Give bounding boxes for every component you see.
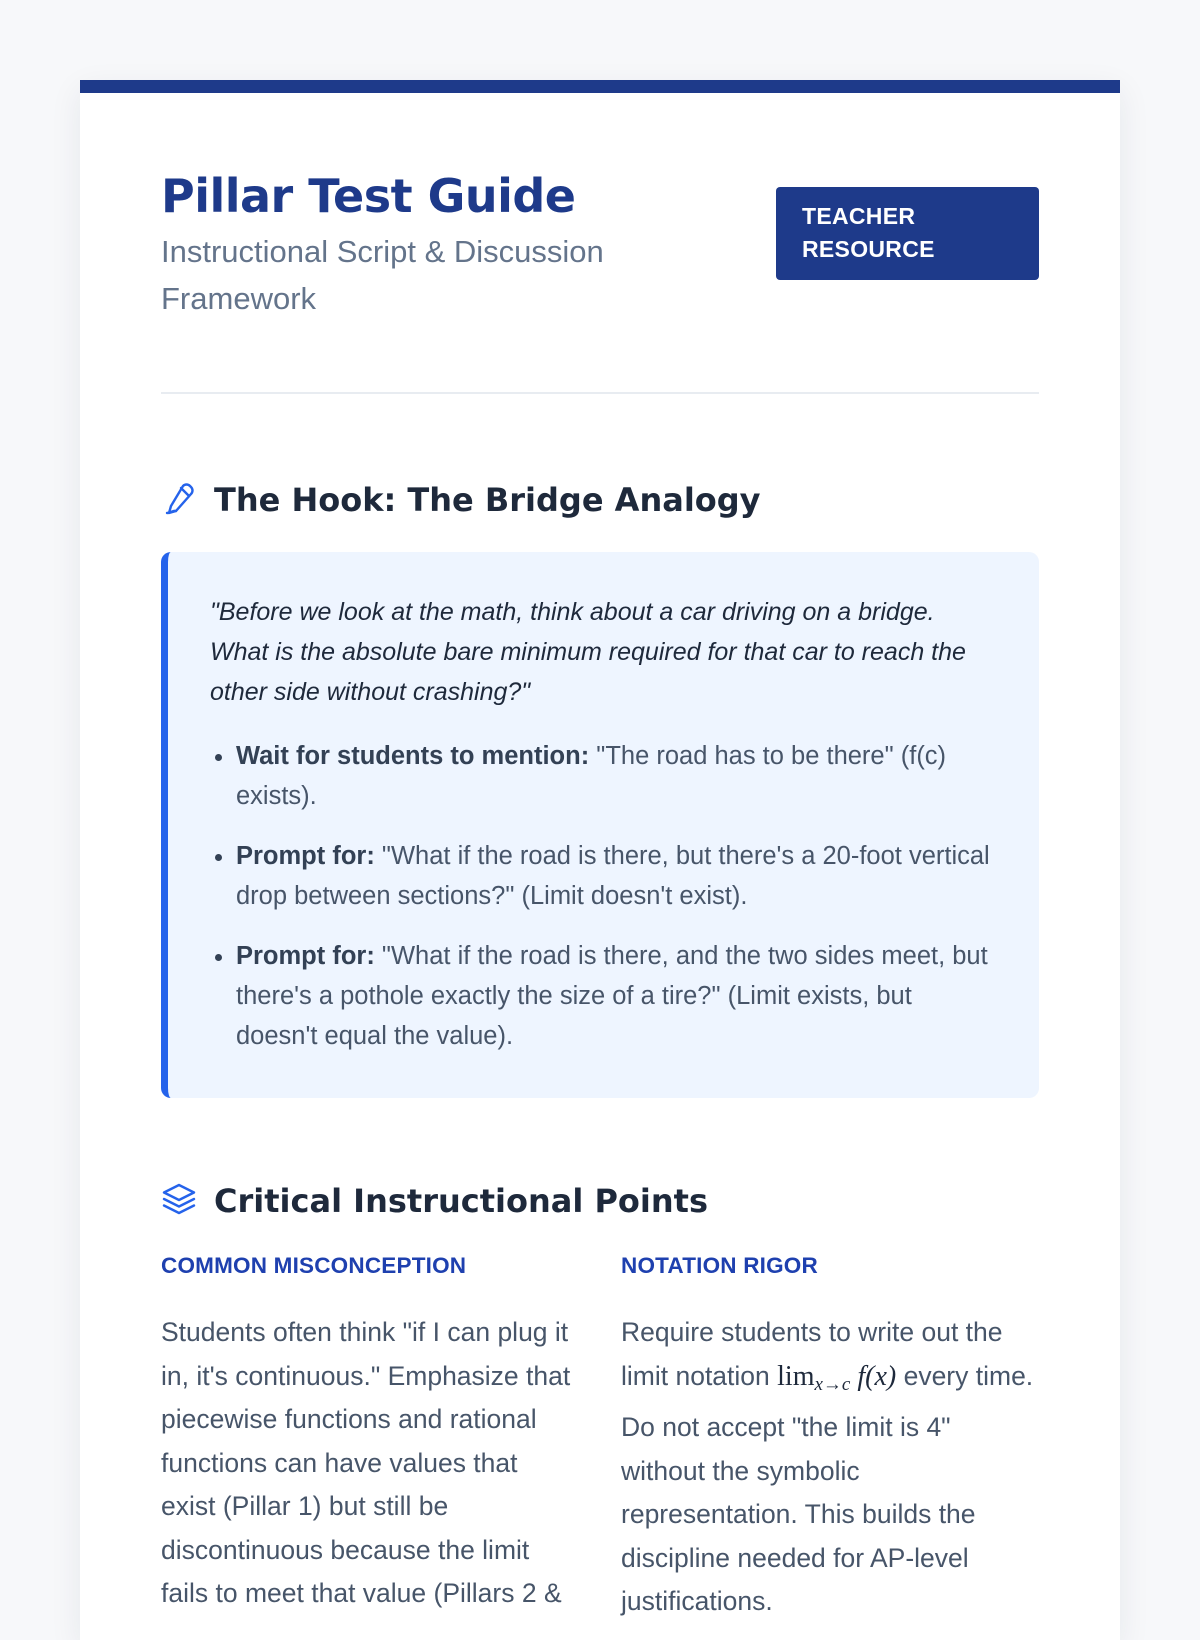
pen-icon	[161, 480, 197, 521]
prompt-label: Prompt for:	[236, 942, 375, 970]
notation-column	[621, 1251, 1039, 1624]
document-content	[80, 93, 1120, 1624]
limit-function: f(x)	[857, 1360, 897, 1392]
instruction-columns	[161, 1251, 1039, 1624]
document-header	[161, 93, 1039, 316]
critical-section-header	[161, 1181, 1039, 1221]
hook-quote: "Before we look at the math, think about a car driving on a bridge. What is the absolute bare minimum required for that car to reach the other side without crashing?"	[210, 598, 966, 706]
prompt-text: "The road has to be there" (f(c) exists).	[236, 742, 947, 810]
list-item	[236, 736, 993, 816]
list-item	[236, 936, 993, 1056]
misconception-text: Students often think "if I can plug it in, it's continuous." Emphasize that piecewise functions and rational functions can have values that exist (Pillar 1) but still be discontinuous because the limit fails to meet that value (Pillars 2 &	[161, 1317, 571, 1608]
notation-text-before: Require students to write out the limit notation	[621, 1317, 1003, 1391]
prompt-label: Wait for students to mention:	[236, 742, 590, 770]
hook-callout	[161, 552, 1039, 1098]
prompt-text: "What if the road is there, but there's a 20-foot vertical drop between sections?" (Limit doesn't exist).	[236, 842, 990, 910]
notation-label: NOTATION RIGOR	[621, 1253, 818, 1278]
header-divider	[161, 392, 1039, 394]
page-title: Pillar Test Guide	[161, 169, 576, 223]
prompt-label: Prompt for:	[236, 842, 375, 870]
prompt-text: "What if the road is there, and the two sides meet, but there's a pothole exactly the size of a tire?" (Limit exists, but doesn't equal the value).	[236, 942, 988, 1050]
page-subtitle: Instructional Script & Discussion Framework	[161, 234, 604, 316]
limit-subscript: x→c	[814, 1373, 851, 1395]
limit-notation	[777, 1360, 897, 1395]
document-page	[80, 80, 1120, 1640]
critical-heading: Critical Instructional Points	[214, 1182, 708, 1220]
misconception-label: COMMON MISCONCEPTION	[161, 1253, 467, 1278]
hook-section-header	[161, 480, 1039, 520]
hook-heading: The Hook: The Bridge Analogy	[214, 481, 761, 519]
layers-icon	[161, 1181, 197, 1222]
teacher-resource-badge: TEACHER RESOURCE	[776, 187, 1039, 280]
notation-text	[621, 1311, 1039, 1624]
notation-text-after: every time. Do not accept "the limit is 4" without the symbolic representation. This builds the discipline needed for AP-level justifications.	[621, 1360, 1034, 1616]
list-item	[236, 836, 993, 916]
top-accent-bar	[80, 80, 1120, 93]
limit-lim: lim	[777, 1360, 815, 1392]
prompt-list	[210, 736, 993, 1056]
misconception-column	[161, 1251, 579, 1624]
